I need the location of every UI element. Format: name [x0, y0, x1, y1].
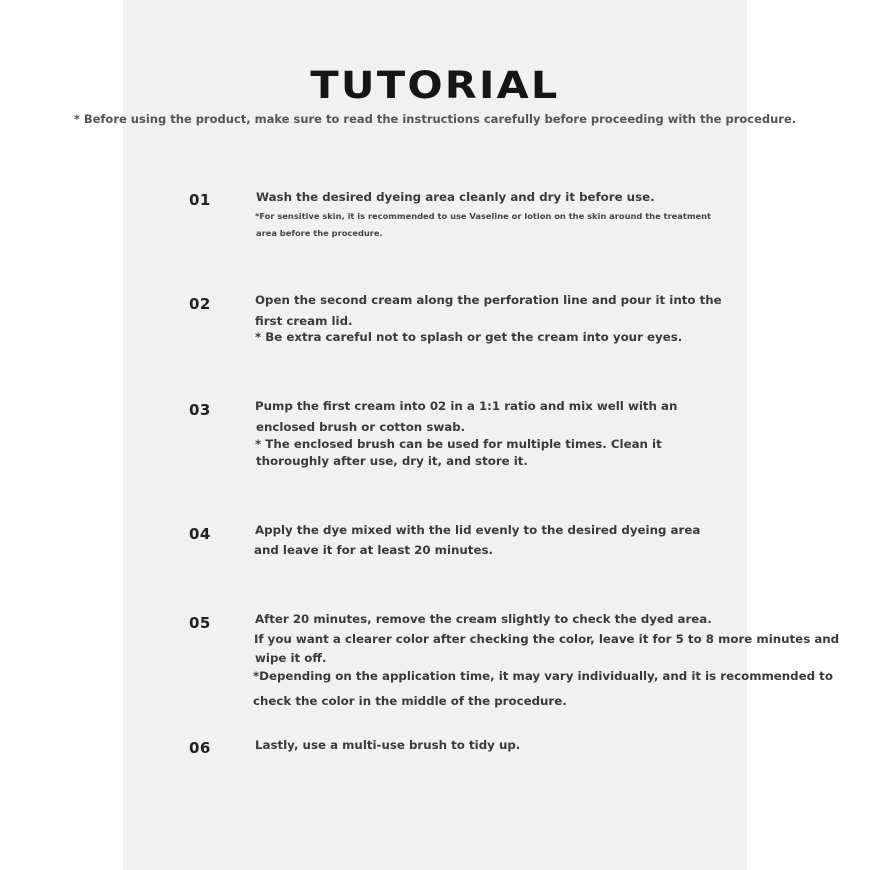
step-number-06: 06: [189, 739, 211, 757]
step-03-line-4: thoroughly after use, dry it, and store it.: [256, 454, 528, 468]
step-02-line-2: first cream lid.: [255, 314, 353, 328]
step-03-line-3: * The enclosed brush can be used for multiple times. Clean it: [255, 437, 662, 451]
step-01-note-2: area before the procedure.: [256, 228, 383, 238]
step-number-01: 01: [189, 191, 211, 209]
page-title: TUTORIAL: [310, 64, 560, 107]
step-03-line-2: enclosed brush or cotton swab.: [256, 420, 466, 434]
step-05-line-1: After 20 minutes, remove the cream slightly to check the dyed area.: [255, 612, 712, 626]
step-number-04: 04: [189, 525, 211, 543]
step-01-note-1: *For sensitive skin, it is recommended to use Vaseline or lotion on the skin around the treatment: [255, 211, 711, 221]
step-05-line-4: *Depending on the application time, it may vary individually, and it is recommended to: [253, 669, 833, 683]
step-04-line-2: and leave it for at least 20 minutes.: [254, 543, 493, 557]
step-04-line-1: Apply the dye mixed with the lid evenly to the desired dyeing area: [255, 523, 701, 537]
step-01-line-1: Wash the desired dyeing area cleanly and dry it before use.: [256, 190, 655, 204]
step-02-line-1: Open the second cream along the perforation line and pour it into the: [255, 293, 722, 307]
step-number-03: 03: [189, 401, 211, 419]
step-02-line-3: * Be extra careful not to splash or get the cream into your eyes.: [255, 330, 683, 344]
step-06-line-1: Lastly, use a multi-use brush to tidy up.: [255, 738, 521, 752]
step-05-line-3: wipe it off.: [255, 651, 327, 665]
step-05-line-5: check the color in the middle of the procedure.: [253, 694, 567, 708]
step-05-line-2: If you want a clearer color after checking the color, leave it for 5 to 8 more minutes and: [254, 632, 840, 646]
step-number-02: 02: [189, 295, 211, 313]
step-03-line-1: Pump the first cream into 02 in a 1:1 ratio and mix well with an: [255, 399, 678, 413]
step-number-05: 05: [189, 614, 211, 632]
page-subtitle: * Before using the product, make sure to read the instructions carefully before proceeding with the procedure.: [73, 112, 797, 126]
